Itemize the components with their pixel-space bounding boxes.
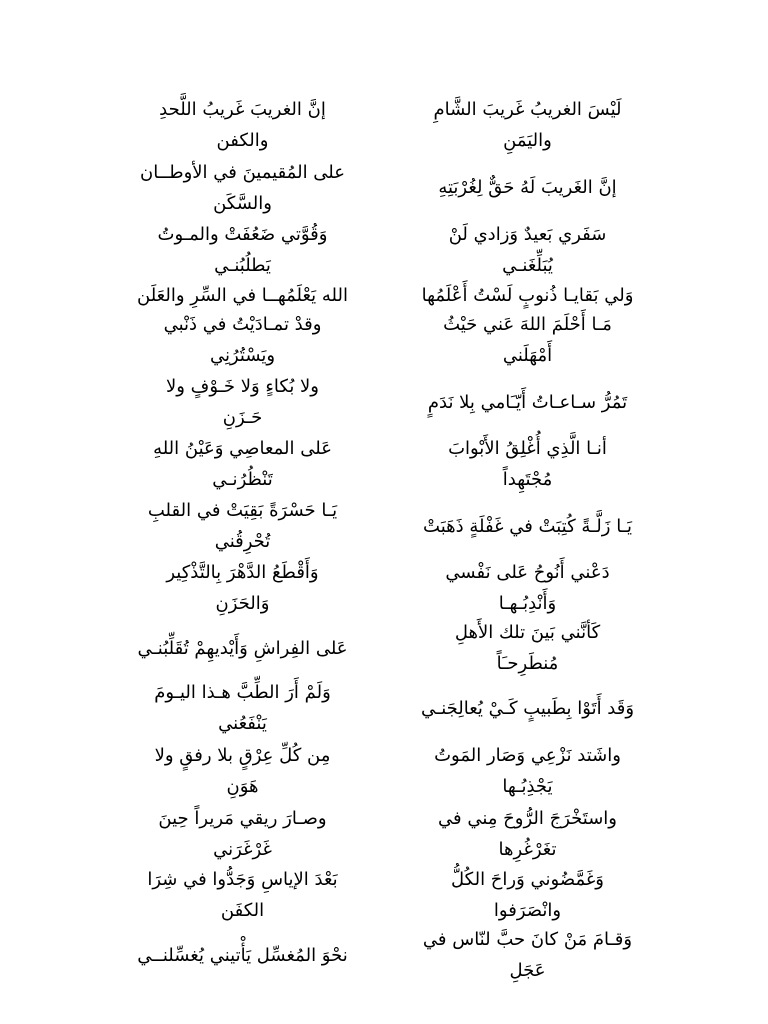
verse-line: وَأَنْدِبُـهـا <box>498 592 557 614</box>
verse-line: يَجْذِبُـها <box>502 775 553 797</box>
verse-line: مُجْتَهِداً <box>502 469 553 490</box>
first-hemistich <box>385 738 670 803</box>
first-hemistich <box>385 309 670 371</box>
verse-line: سَفَري بَعيدٌ وَزادي لَنْ <box>448 224 607 245</box>
second-hemistich <box>100 557 385 618</box>
verse-line: الكفَن <box>220 900 265 921</box>
verse-line: واستَخْرَجَ الرُّوحَ مِني في <box>438 808 617 829</box>
verse-line: يَطلُبُنـي <box>214 255 271 276</box>
verse-line: واليَمَنِ <box>503 129 552 151</box>
verse-row <box>100 156 670 219</box>
second-hemistich <box>100 925 385 985</box>
verse-row <box>100 803 670 865</box>
verse-line: وانْصَرَفوا <box>493 900 562 921</box>
verse-line: وَقَد أَتَوْا بِطَبيبٍ كَـيْ يُعالِجَنـي <box>420 697 635 719</box>
verse-line: يَـا حَسْرَةً بَقِيَتْ في القلبِ <box>147 500 338 521</box>
verse-line: أنـا الَّذِي أُغْلِقُ الأَبْوابَ <box>448 438 607 459</box>
verse-line: ولا بُكاءٍ وَلا خَـوْفٍ ولا <box>165 376 320 397</box>
verse-row <box>100 309 670 371</box>
verse-row <box>100 281 670 309</box>
verse-line: وقدْ تمـادَيْتُ في ذَنْبي <box>163 314 322 335</box>
verse-line: كَأنَّني بَينَ تلك الأَهلِ <box>454 622 601 643</box>
second-hemistich <box>100 156 385 219</box>
verse-line: واشَتد نَزْعِي وَصَار المَوتُ <box>434 744 621 766</box>
second-hemistich <box>100 618 385 678</box>
first-hemistich <box>385 618 670 678</box>
verse-row <box>100 93 670 156</box>
first-hemistich <box>385 219 670 281</box>
second-hemistich <box>100 495 385 557</box>
verse-row <box>100 925 670 985</box>
verse-line: بَعْدَ الإياسِ وَجَدُّوا في شِرَا <box>147 869 338 890</box>
verse-line: وَقُوَّتي ضَعُفَتْ والمـوتُ <box>157 224 328 245</box>
verse-row <box>100 557 670 618</box>
second-hemistich <box>100 371 385 433</box>
verse-line: على المُقيمينَ في الأوطــان <box>140 161 345 183</box>
first-hemistich <box>385 495 670 557</box>
verse-line: لَيْسَ الغريبُ غَريبَ الشَّامِ <box>433 98 622 120</box>
verse-row <box>100 618 670 678</box>
verse-line: وَالحَزَنِ <box>215 592 270 614</box>
verse-line: إنَّ الغريبَ غَريبُ اللَّحدِ <box>159 98 326 120</box>
verse-line: مُنطَرِحـَاً <box>496 653 559 674</box>
second-hemistich <box>100 803 385 865</box>
second-hemistich <box>100 738 385 803</box>
verse-row <box>100 495 670 557</box>
first-hemistich <box>385 156 670 219</box>
second-hemistich <box>100 219 385 281</box>
verse-row <box>100 433 670 495</box>
verse-line: عَلى المعاصِي وَعَيْنُ اللهِ <box>153 438 332 459</box>
verse-line: وَغَمَّضُوني وَراحَ الكُلُّ <box>451 869 604 890</box>
second-hemistich <box>100 281 385 309</box>
verse-line: مَـا أَحْلَمَ اللهَ عَني حَيْثُ <box>443 314 612 335</box>
verse-line: غَرْغَرَني <box>213 839 272 860</box>
verse-line: يُبَلِّغَنـي <box>502 255 553 276</box>
verse-line: أَمْهَلَني <box>502 345 553 366</box>
verse-line: حَـزَنِ <box>222 407 263 428</box>
verse-line: وَأَقْطَعُ الدَّهْرَ بِالتَّذْكِير <box>166 561 319 583</box>
second-hemistich <box>100 309 385 371</box>
verse-line: نحْوَ المُغسِّل يَأْتيني يُغسِّلنــي <box>137 944 348 966</box>
verse-row <box>100 219 670 281</box>
verse-line: عَلى الفِراشِ وَأَيْديهِمْ تُقَلِّبُنـي <box>137 637 348 659</box>
verse-line: وَقـامَ مَنْ كانَ حبَّ لنّاس في <box>422 929 633 950</box>
first-hemistich <box>385 557 670 618</box>
verse-line: عَجَلِ <box>509 960 546 981</box>
first-hemistich <box>385 371 670 433</box>
verse-line: والكفن <box>216 129 269 151</box>
verse-line: دَعْني أَنُوحُ عَلى نَفْسي <box>445 561 610 583</box>
verse-line: تَنْظُرُنـي <box>212 469 273 490</box>
first-hemistich <box>385 865 670 925</box>
verse-line: الله يَعْلَمُهــا في السِّرِ والعَلَن <box>137 284 348 306</box>
verse-line: تغَرْغُرِها <box>498 839 557 860</box>
verse-line: تُحْرِقُني <box>214 531 271 552</box>
verse-row <box>100 678 670 738</box>
second-hemistich <box>100 433 385 495</box>
verse-line: يَـا زَلَّـةً كُتِبَتْ في غَفْلَةٍ ذَهَبَتْ <box>423 515 632 537</box>
verse-line: ويَسْتُرُنِي <box>209 345 276 366</box>
first-hemistich <box>385 678 670 738</box>
second-hemistich <box>100 678 385 738</box>
verse-row <box>100 738 670 803</box>
verse-line: وَلَمْ أَرَ الطِّبَّ هـذا اليـومَ <box>154 682 331 703</box>
second-hemistich <box>100 865 385 925</box>
verse-line: وَلي بَقايـا ذُنوبٍ لَسْتُ أَعْلَمُها <box>421 284 634 306</box>
verse-row <box>100 865 670 925</box>
first-hemistich <box>385 281 670 309</box>
verse-line: إنَّ الغَريبَ لَهُ حَقٌّ لِغُرْبَتِهِ <box>438 177 617 198</box>
first-hemistich <box>385 925 670 985</box>
verse-line: وصـارَ ريقي مَريراً حِينَ <box>158 808 327 829</box>
verse-line: مِن كُلِّ عِرْقٍ بلا رفقٍ ولا <box>154 744 331 766</box>
verse-row <box>100 371 670 433</box>
verse-line: هَوَنِ <box>226 775 259 797</box>
poem-table <box>100 93 670 985</box>
first-hemistich <box>385 433 670 495</box>
first-hemistich <box>385 803 670 865</box>
first-hemistich <box>385 93 670 156</box>
verse-line: يَنْفَعُني <box>218 713 267 734</box>
verse-line: والسَّكَن <box>213 192 272 214</box>
verse-line: تَمُرُّ سـاعـاتُ أَيّـَامي بِلا نَدَمٍ <box>427 391 628 413</box>
second-hemistich <box>100 93 385 156</box>
